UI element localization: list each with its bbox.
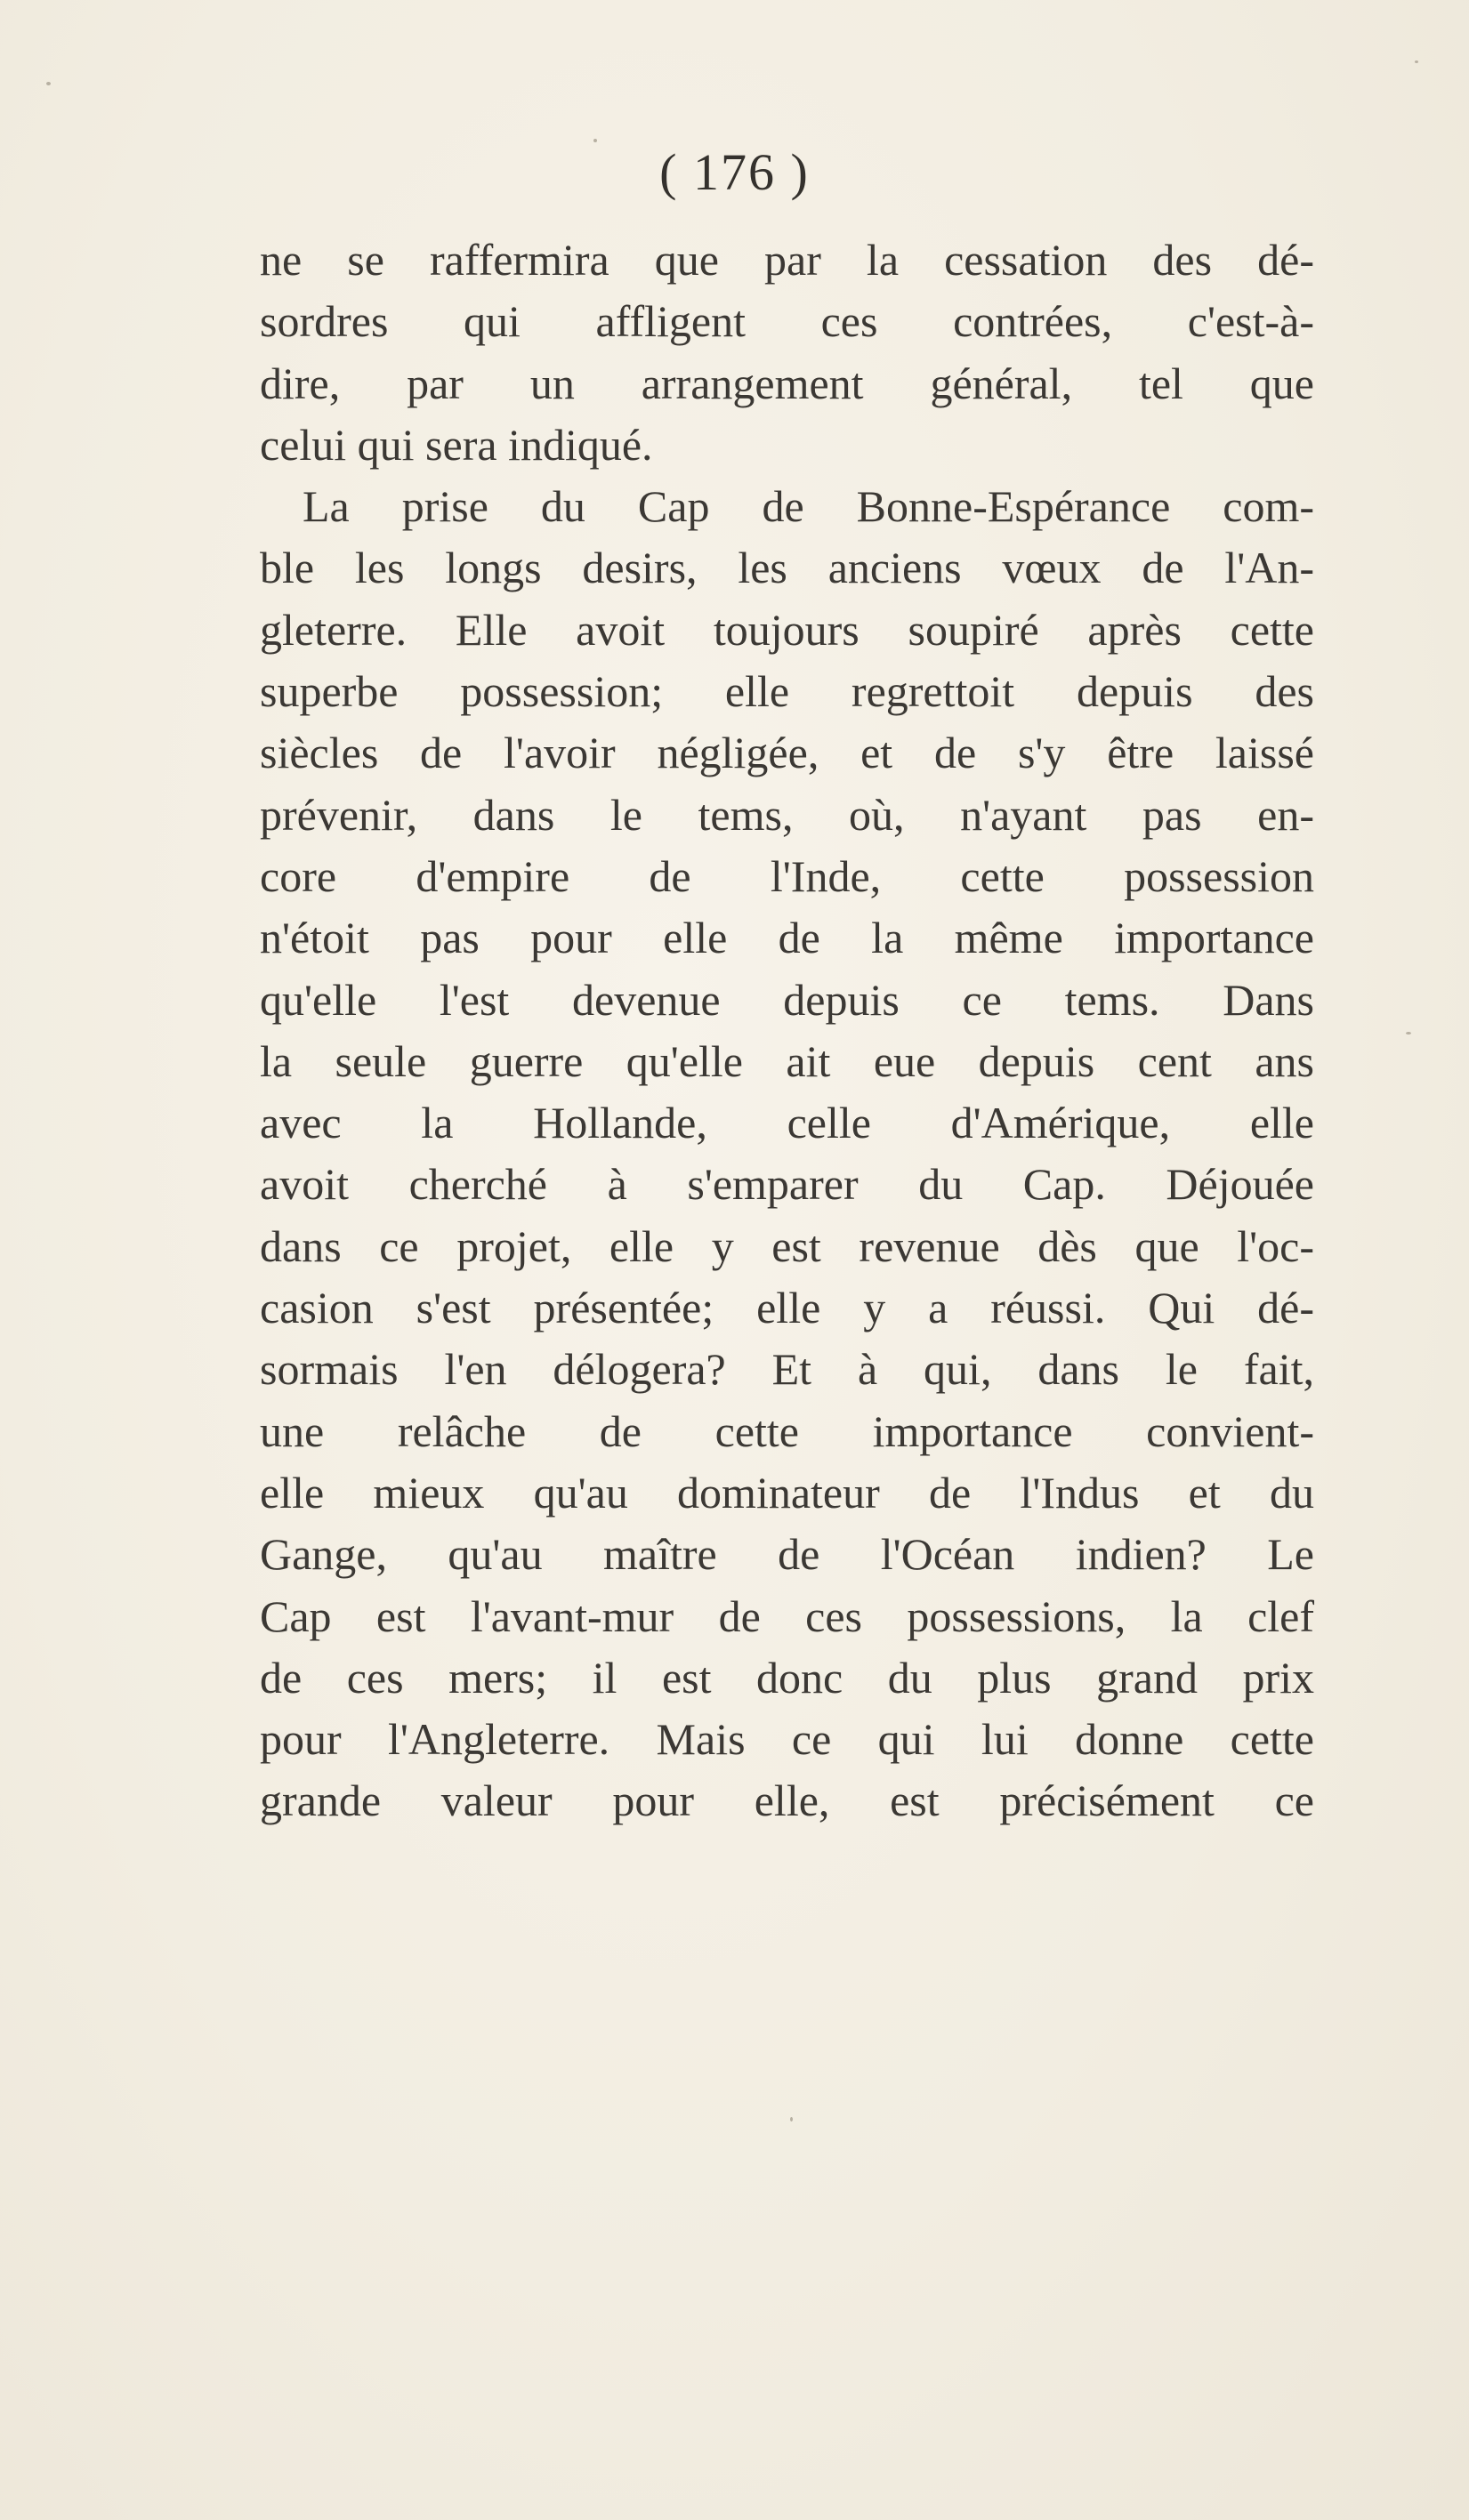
- text-line: siècles de l'avoir négligée, et de s'y être laissé: [260, 728, 1314, 778]
- body-text: [260, 229, 1314, 1832]
- paper-speck: [46, 82, 51, 85]
- paper-speck: [593, 139, 597, 142]
- text-line: gleterre. Elle avoit toujours soupiré après cette: [260, 604, 1314, 655]
- text-line: la seule guerre qu'elle ait eue depuis cent ans: [260, 1035, 1314, 1086]
- text-line: sormais l'en délogera? Et à qui, dans le fait,: [260, 1344, 1314, 1395]
- text-line: avoit cherché à s'emparer du Cap. Déjouée: [260, 1159, 1314, 1210]
- text-line: sordres qui affligent ces contrées, c'est-à-: [260, 296, 1314, 347]
- text-line: dire, par un arrangement général, tel que: [260, 358, 1314, 408]
- text-line: de ces mers; il est donc du plus grand prix: [260, 1652, 1314, 1703]
- text-line: elle mieux qu'au dominateur de l'Indus et du: [260, 1467, 1314, 1518]
- text-line: pour l'Angleterre. Mais ce qui lui donne cette: [260, 1714, 1314, 1765]
- text-line: La prise du Cap de Bonne-Espérance com-: [303, 481, 1314, 532]
- paper-speck: [790, 2117, 793, 2121]
- paper-speck: [1415, 60, 1418, 63]
- text-line: prévenir, dans le tems, où, n'ayant pas en-: [260, 789, 1314, 840]
- text-line: grande valeur pour elle, est précisément ce: [260, 1775, 1314, 1826]
- text-line: qu'elle l'est devenue depuis ce tems. Dans: [260, 974, 1314, 1025]
- paper-speck: [1406, 1032, 1411, 1035]
- text-line: casion s'est présentée; elle y a réussi. Qui dé-: [260, 1283, 1314, 1333]
- text-line: celui qui sera indiqué.: [260, 419, 653, 470]
- text-line: ble les longs desirs, les anciens vœux de l'An-: [260, 543, 1314, 593]
- text-line: core d'empire de l'Inde, cette possession: [260, 850, 1314, 901]
- text-line: Cap est l'avant-mur de ces possessions, la clef: [260, 1590, 1314, 1641]
- text-line: avec la Hollande, celle d'Amérique, elle: [260, 1098, 1314, 1148]
- text-line: une relâche de cette importance convient-: [260, 1405, 1314, 1456]
- page-number: ( 176 ): [659, 143, 810, 201]
- text-line: ne se raffermira que par la cessation des dé-: [260, 235, 1314, 285]
- text-line: n'étoit pas pour elle de la même importance: [260, 913, 1314, 963]
- text-line: superbe possession; elle regrettoit depuis des: [260, 666, 1314, 717]
- text-line: Gange, qu'au maître de l'Océan indien? Le: [260, 1529, 1314, 1580]
- text-line: dans ce projet, elle y est revenue dès que l'oc-: [260, 1220, 1314, 1271]
